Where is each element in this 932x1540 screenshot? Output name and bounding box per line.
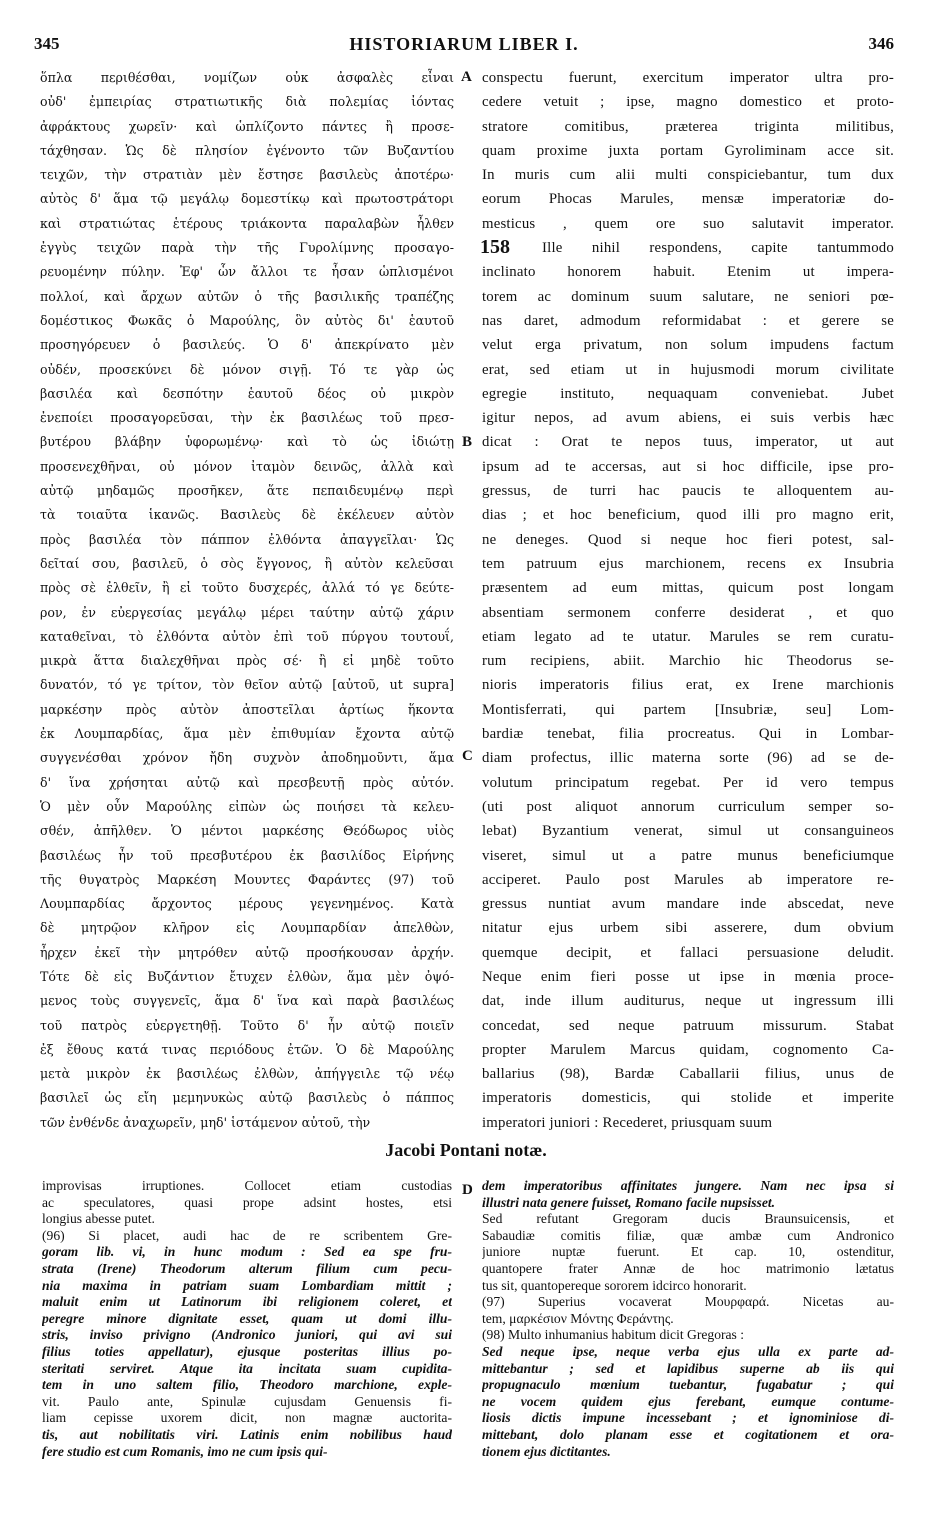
greek-text-line: τειχῶν, τὴν στρατιὰν μὲν ἔστησε βασιλεὺς ἀποτέρω· (40, 167, 454, 183)
margin-marker-a: A (461, 69, 472, 85)
note-left-line: improvisas irruptiones. Collocet etiam custodias (42, 1178, 452, 1193)
greek-text-line: ρον, ἐν εὐεργεσίας μεγάλῳ μέρει ταύτην αὐτῷ χάριν (40, 604, 454, 620)
latin-text-line: absentiam sermonem conferre desiderat , et quo (482, 604, 894, 621)
greek-text-line: οὐδ' ἐμπειρίας στρατιωτικῆς διὰ πολεμίας ἰόντας (40, 94, 454, 110)
latin-text-line: gressus, de turri hac paucis te alloquentem au- (482, 483, 894, 500)
notes-title: Jacobi Pontani notæ. (385, 1140, 547, 1160)
latin-text-line: Neque enim fieri posse ut ipse in mœnia proce- (482, 968, 894, 985)
greek-text-line: ἦρχεν ἐκεῖ τὴν μητρόθεν αὐτῷ προσήκουσαν ἀρχήν. (40, 944, 454, 960)
greek-text-line: Λουμπαρδίας ἄρχοντος μέρους γεγενημένος. Κατὰ (40, 896, 454, 912)
note-left-line: strata (Irene) Theodorum alterum filium cum pecu- (42, 1260, 452, 1276)
latin-text-line: ipsum ad te accersas, aut si hoc difficile, ipse pro- (482, 458, 894, 475)
latin-text-line: conspectu fuerunt, exercitum imperator ultra pro- (482, 70, 894, 86)
greek-text-line: τῶν ἐνθένδε ἀναχωρεῖν, μηδ' ἱστάμενον αὐτοῦ, τὴν (40, 1114, 371, 1130)
note-left-line: liam cepisse uxorem dicit, non magnæ auctorita- (42, 1410, 452, 1426)
greek-text-line: δυνατόν, τό γε τρίτον, τὸν θεῖον αὐτῷ [αὐτοῦ, ut supra] (40, 677, 454, 693)
latin-text-line: In muris cum alii multi conspiciebantur, tum dux (482, 167, 894, 184)
latin-text-column (482, 66, 894, 1135)
latin-text-line: Ille nihil respondens, capite tantummodo (542, 240, 894, 257)
latin-text-line: Montisferrati, qui partem [Insubriæ, seu] Lom- (482, 701, 894, 718)
right-page-number: 346 (868, 34, 894, 53)
greek-text-line: ἐξ ἔθους κατά τινας περιόδους ἐτῶν. Ὁ δὲ Μαρούλης (40, 1041, 454, 1057)
latin-text-line: imperatoris domesticis, qui stolide et imperite (482, 1090, 894, 1107)
greek-text-line: ἐκ Λουμπαρδίας, ἅμα μὲν ἐπιθυμίαν ἔχοντα αὐτῷ (40, 726, 454, 742)
running-header (34, 34, 894, 60)
latin-text-line: velut erga privatum, non solum impudens factum (482, 337, 894, 354)
greek-text-line: Ὁ μὲν οὖν Μαρούλης εἰπὼν ὡς ποιήσει τὰ κελευ- (40, 798, 454, 814)
greek-text-line: τάχθησαν. Ὡς δὲ πλησίον ἐγένοντο τῶν Βυζαντίου (40, 142, 454, 158)
latin-text-line: egregie instituto, nequaquam conveniebat. Jubet (482, 385, 894, 402)
greek-text-column (40, 66, 454, 1135)
latin-text-line: cedere vetuit ; ipse, magno domestico et proto- (482, 94, 894, 111)
greek-text-line: ἀφράκτους χωρεῖν· καὶ ὡπλίζοντο πάντες ἢ προσε- (40, 118, 454, 134)
greek-text-line: τοῦ πατρὸς εὐεργετηθῇ. Τοῦτο δ' ἦν αὐτῷ ποιεῖν (40, 1017, 454, 1033)
note-left-line: steritati serviret. Atque ita incitata suam cupidita- (42, 1360, 452, 1376)
latin-text-line: gressus nuntiat avum mandare inde abscedat, neve (482, 896, 894, 913)
note-right-line: Sabaudiæ comitis filiæ, quæ ambæ cum Andronico (482, 1227, 894, 1243)
greek-text-line: τῆς θυγατρὸς Μαρκέση Μουντες Φαράντες (97) τοῦ (40, 871, 454, 887)
latin-text-line: rum recipiens, abiit. Marchio hic Theodorus se- (482, 653, 894, 670)
greek-text-line: μενος τοὺς συγγενεῖς, ἅμα δ' ἵνα καὶ παρὰ βασιλέως (40, 993, 454, 1009)
greek-text-line: καταθεῖναι, τὸ ἐλθόντα αὐτὸν ἐπὶ τοῦ πύργου τουτουΐ, (40, 628, 454, 644)
section-number: 158 (480, 236, 510, 258)
note-left-line: goram lib. vi, in hunc modum : Sed ea spe fru- (42, 1244, 452, 1260)
latin-text-line: concedat, sed neque patruum missurum. Stabat (482, 1017, 894, 1034)
greek-text-line: αὐτὸς δ' ἅμα τῷ μεγάλῳ δομεστίκῳ καὶ πρωτοστράτορι (40, 191, 454, 207)
note-right-line: dem imperatoribus affinitates jungere. Nam nec ipsa si (482, 1178, 894, 1193)
note-left-line: (96) Si placet, audi hac de re scribentem Gre- (42, 1227, 452, 1243)
note-right-line: Sed refutant Gregoram ducis Braunsuicensis, et (482, 1211, 894, 1227)
greek-text-line: δ' ἵνα χρήσηται αὐτῷ καὶ πρεσβευτῇ πρὸς αὐτόν. (40, 774, 454, 790)
note-right-line: (97) Superius vocaverat Μουρφαρά. Nicetas au- (482, 1294, 894, 1310)
margin-marker-d: D (462, 1182, 473, 1198)
latin-text-line: stratore comitibus, præterea triginta militibus, (482, 118, 894, 135)
latin-text-line: quemque decipit, et fallaci persuasione deludit. (482, 944, 894, 961)
greek-text-line: βασιλέα καὶ δεσπότην ἑαυτοῦ δέος οὐ μικρὸν (40, 385, 454, 401)
note-right-line: (98) Multo inhumanius habitum dicit Gregoras : (482, 1327, 745, 1343)
notes-left-column (42, 1178, 452, 1460)
note-right-line: propugnaculo mœnium tuebantur, fugabatur ; qui (482, 1377, 894, 1393)
latin-text-line: eorum Phocas Marules, mensæ imperatoriæ do- (482, 191, 894, 208)
latin-text-line: propter Marulem Marcus quidam, cognomento Ca- (482, 1041, 894, 1058)
latin-text-line: nioris imperatoris filius erat, ex Irene marchionis (482, 677, 894, 694)
greek-text-line: μικρὰ ἅττα διαλεχθῆναι πρὸς σέ· ἢ εἰ μηδὲ τοῦτο (40, 653, 454, 669)
greek-text-line: βασιλέως ἦν τοῦ πρεσβυτέρου ἐκ βασιλίδος Εἰρήνης (40, 847, 454, 863)
greek-text-line: συγγενέσθαι χρόνον ἤδη συχνὸν ἀποδημοῦντι, ἅμα (40, 750, 454, 766)
latin-text-line: etiam legato ad te utatur. Marules se rem curatu- (482, 628, 894, 645)
note-right-line: Sed neque ipse, neque verba ejus ulla ex parte ad- (482, 1343, 894, 1359)
greek-text-line: μετὰ μικρὸν ἐκ βασιλέως ἐλθὼν, ἀπήγγειλε τῷ νέῳ (40, 1066, 454, 1082)
greek-text-line: δὲ μητρῷον κλῆρον εἰς Λουμπαρδίαν ἀπελθὼν, (40, 920, 454, 936)
note-right-line: juniore nuptæ fuerunt. Et cap. 10, ostenditur, (482, 1244, 894, 1260)
note-left-line: vit. Paulo ante, Spinulæ cujusdam Genuensis fi- (42, 1393, 452, 1409)
greek-text-line: ὅπλα περιθέσθαι, νομίζων οὐκ ἀσφαλὲς εἶναι (40, 70, 454, 85)
latin-text-line: bardiæ tenebat, filia procreatus. Qui in Lombar- (482, 726, 894, 743)
note-left-line: tem in uno saltem filio, Theodoro marchione, exple- (42, 1377, 452, 1393)
latin-text-line: lebat) Byzantium venerat, simul ut consanguineos (482, 823, 894, 840)
greek-text-line: αὐτῷ μηδαμῶς προσῆκεν, ἅτε πεπαιδευμένῳ περὶ (40, 483, 454, 499)
latin-text-line: torem ac dominum suum salutare, ne seniori pœ- (482, 288, 894, 305)
latin-text-line: ballarius (98), Bardæ Caballarii filius, unus de (482, 1066, 894, 1083)
note-left-line: filius toties appellatur), ejusque posteritas illius po- (42, 1343, 452, 1359)
greek-text-line: ρευομένην πύλην. Ἐφ' ὧν ἄλλοι τε ἦσαν ὡπλισμένοι (40, 264, 454, 280)
greek-text-line: πολλοί, καὶ ἄρχων αὐτῶν ὁ τῆς βασιλικῆς τραπέζης (40, 288, 454, 304)
latin-text-line: nitatur ejus urbem sibi asserere, dum obvium (482, 920, 894, 937)
note-left-line: fere studio est cum Romanis, imo ne cum ipsis qui- (42, 1443, 328, 1459)
note-left-line: maluit enim ut Latinorum ibi religionem coleret, et (42, 1294, 452, 1310)
note-left-line: stris, inviso privigno (Andronico juniori, qui avi sui (42, 1327, 452, 1343)
greek-text-line: πρὸς βασιλέα τὸν πάππον ἐλθόντα ἀπαγγεῖλαι· Ὡς (40, 531, 454, 547)
latin-text-line: ne deneges. Quod si neque hoc fieri potest, sal- (482, 531, 894, 548)
latin-text-line: dicat : Orat te nepos tuus, imperator, ut aut (482, 434, 894, 451)
note-right-line: quantopere frater Annæ de hoc matrimonio lætatus (482, 1260, 894, 1276)
note-right-line: illustri nata genere fuisset, Romano facile nupsisset. (482, 1194, 776, 1210)
greek-text-line: προσηγόρευεν ὁ βασιλεύς. Ὁ δ' ἀπεκρίνατο μὲν (40, 337, 454, 353)
latin-text-line: quam proxime juxta portam Gyroliminam acce sit. (482, 142, 894, 159)
margin-marker-b: B (462, 434, 473, 450)
greek-text-line: οὐδέν, προσεκύνει δὲ μόνον σιγῇ. Τό τε γὰρ ὡς (40, 361, 454, 377)
latin-text-line: diam profectus, illic materna sorte (96) ad se de- (482, 750, 894, 767)
note-left-line: ac speculatores, quasi prope adsint hostes, etsi (42, 1194, 452, 1210)
latin-text-line: igitur nepos, ad avum abiens, ei suis verbis hæc (482, 410, 894, 427)
latin-text-line: imperatori juniori : Recederet, priusquam suum (482, 1114, 773, 1131)
greek-text-line: προσενεχθῆναι, οὐ μόνον ἰταμὸν δεινῶς, ἀλλὰ καὶ (40, 458, 454, 474)
note-right-line: tem, μαρκέσιον Μόντης Φεράντης. (482, 1310, 674, 1326)
note-left-line: peregre minore dignitate esset, quam ut domi illu- (42, 1310, 452, 1326)
greek-text-line: τὰ τοιαῦτα ἱκανῶς. Βασιλεὺς δὲ ἐκέλευεν αὐτὸν (40, 507, 454, 523)
running-title: HISTORIARUM LIBER I. (349, 34, 579, 54)
greek-text-line: βασιλεῖ ὡς εἴη μεμηνυκὼς αὐτῷ βασιλεὺς ὁ πάππος (40, 1090, 454, 1106)
latin-text-line: dat, inde illum auditurus, neque ut ingressum illi (482, 993, 894, 1010)
left-page-number: 345 (34, 34, 60, 53)
greek-text-line: ἐγγὺς τειχῶν παρὰ τὴν τῆς Γυρολίμνης προσαγο- (40, 240, 454, 256)
note-right-line: tus sit, quantopereque sororem idcirco honorarit. (482, 1277, 747, 1293)
note-right-line: ne vocem quidem ejus ferebant, eumque contume- (482, 1393, 894, 1409)
latin-text-line: acciperet. Paulo post Marules ab imperatore re- (482, 871, 894, 888)
greek-text-line: βυτέρου βλάβην ὑφορωμένῳ· καὶ τὸ ὡς ἰδιώτῃ (40, 434, 454, 450)
margin-marker-c: C (462, 748, 473, 764)
greek-text-line: ἐνεποίει προσαγορεῦσαι, τὴν ἐκ βασιλέως τοῦ πρεσ- (40, 410, 454, 426)
note-left-line: tis, aut nobilitatis viri. Latinis enim nobilibus haud (42, 1426, 452, 1442)
greek-text-line: καὶ στρατιώτας ἑτέρους τριάκοντα παραλαβὼν ἦλθεν (40, 215, 454, 231)
latin-text-line: erat, sed etiam ut in hujusmodi morum civilitate (482, 361, 894, 378)
latin-text-line: (uti post aliquot annorum curriculum semper so- (482, 798, 894, 815)
greek-text-line: δομέστικος Φωκᾶς ὁ Μαρούλης, ὃν αὐτὸς δι' ἑαυτοῦ (40, 312, 454, 328)
note-right-line: liosis dictis impune incessebant ; et ignominiose di- (482, 1410, 894, 1426)
latin-text-line: viseret, simul ut a patre munus beneficiumque (482, 847, 894, 864)
latin-text-line: nas daret, admodum reformidabat : et gerere se (482, 312, 894, 329)
note-left-line: longius abesse putet. (42, 1211, 155, 1227)
notes-right-column (482, 1178, 894, 1460)
greek-text-line: Τότε δὲ εἰς Βυζάντιον ἔτυχεν ἐλθὼν, ἅμα μὲν ὀψό- (40, 968, 454, 984)
latin-text-line: præsentem ad eum mittas, quicum post longam (482, 580, 894, 597)
note-right-line: mittebantur ; sed et lapidibus superne ab iis qui (482, 1360, 894, 1376)
latin-text-line: inclinato honorem habuit. Etenim ut impera- (482, 264, 894, 281)
note-right-line: mittebant, dolo planam esse et cogitationem et ora- (482, 1426, 894, 1442)
latin-text-line: volutum principatum regebat. Per id vero tempus (482, 774, 894, 791)
note-right-line: tionem ejus dictitantes. (482, 1443, 611, 1459)
greek-text-line: πρὸς σὲ ἐλθεῖν, ἢ εἰ τοῦτο δυσχερές, ἀλλά τό γε δεύτε- (40, 580, 454, 596)
latin-text-line: dias ; et hoc beneficium, quod illi pro magno erit, (482, 507, 894, 524)
greek-text-line: σθέν, ἀπῆλθεν. Ὁ μέντοι μαρκέσης Θεόδωρος υἱὸς (40, 823, 454, 839)
latin-text-line: mesticus , quem ore suo salutavit imperator. (482, 215, 894, 232)
note-left-line: nia maxima in patriam suam Lombardiam mittit ; (42, 1277, 452, 1293)
greek-text-line: μαρκέσην πρὸς αὐτὸν ἀποστεῖλαι ἀρτίως ἥκοντα (40, 701, 454, 717)
latin-text-line: tem patruum ejus marchionem, recens ex Insubria (482, 555, 894, 572)
greek-text-line: δεῖταί σου, βασιλεῦ, ὁ σὸς ἔγγονος, ἢ αὐτὸν κελεῦσαι (40, 555, 454, 571)
